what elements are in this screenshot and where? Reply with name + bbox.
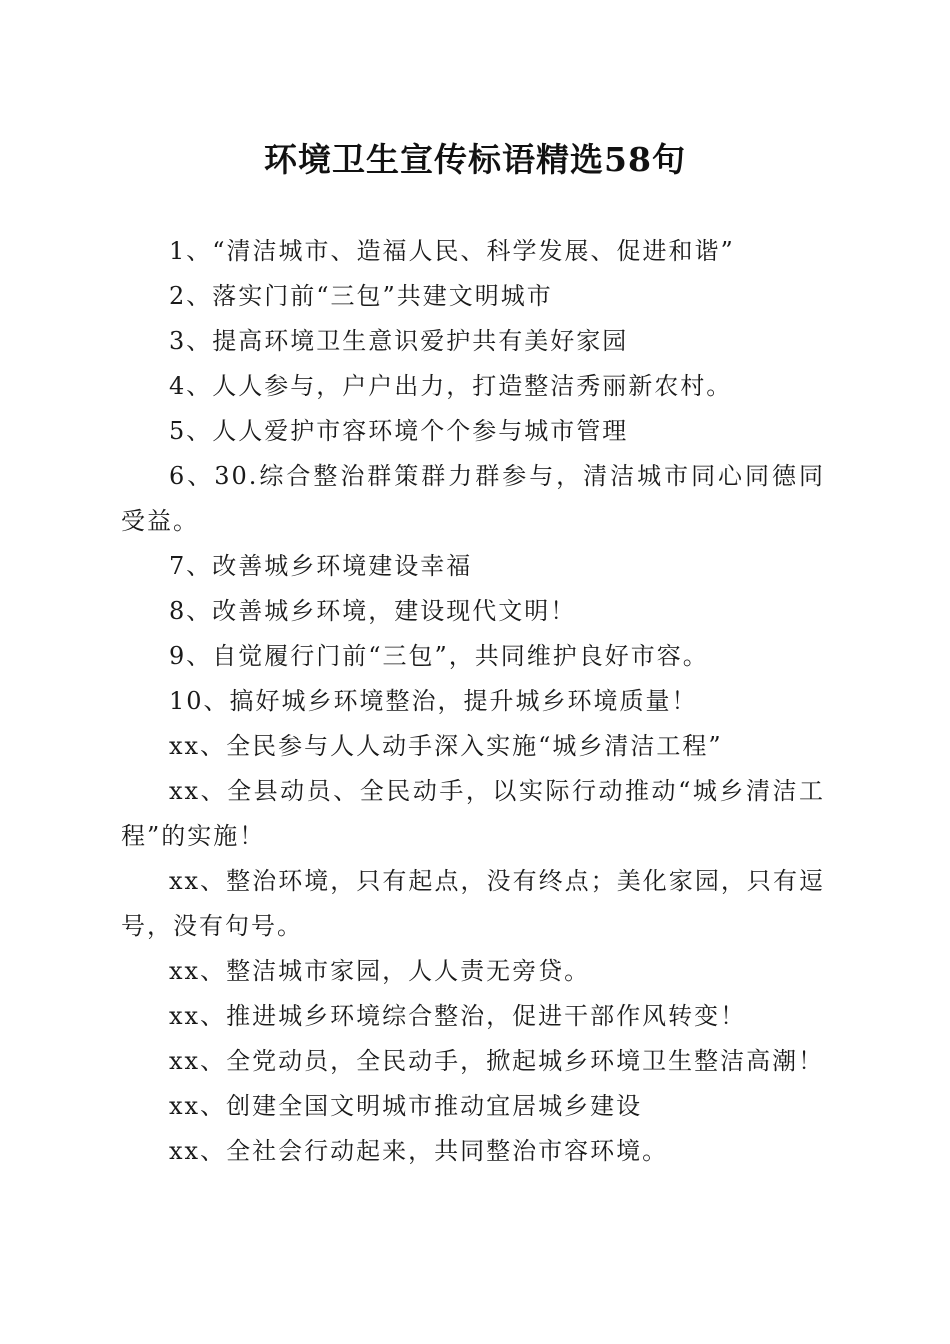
list-item: 7、改善城乡环境建设幸福 xyxy=(169,552,473,580)
list-item: xx、全民参与人人动手深入实施“城乡清洁工程” xyxy=(169,732,723,760)
list-item: 6、30.综合整治群策群力群参与，清洁城市同心同德同受益。 xyxy=(121,462,825,535)
list-item: xx、创建全国文明城市推动宜居城乡建设 xyxy=(169,1092,643,1120)
list-item: 8、改善城乡环境，建设现代文明！ xyxy=(169,597,577,625)
list-item: xx、整洁城市家园，人人责无旁贷。 xyxy=(169,957,591,985)
list-item: 10、搞好城乡环境整治，提升城乡环境质量！ xyxy=(169,687,698,715)
list-item: 4、人人参与，户户出力，打造整洁秀丽新农村。 xyxy=(169,372,733,400)
list-item: xx、全社会行动起来，共同整治市容环境。 xyxy=(169,1137,669,1165)
slogan-list xyxy=(121,229,825,1174)
list-item: xx、推进城乡环境综合整治，促进干部作风转变！ xyxy=(169,1002,747,1030)
list-item: 5、人人爱护市容环境个个参与城市管理 xyxy=(169,417,629,445)
page-title: 环境卫生宣传标语精选58句 xyxy=(264,140,686,179)
list-item: 1、“清洁城市、造福人民、科学发展、促进和谐” xyxy=(169,237,735,265)
list-item: xx、全县动员、全民动手，以实际行动推动“城乡清洁工程”的实施！ xyxy=(121,777,825,850)
list-item: 2、落实门前“三包”共建文明城市 xyxy=(169,282,553,310)
list-item: 9、自觉履行门前“三包”，共同维护良好市容。 xyxy=(169,642,709,670)
list-item: xx、全党动员，全民动手，掀起城乡环境卫生整洁高潮！ xyxy=(169,1047,825,1075)
list-item: 3、提高环境卫生意识爱护共有美好家园 xyxy=(169,327,629,355)
list-item: xx、整治环境，只有起点，没有终点；美化家园，只有逗号，没有句号。 xyxy=(121,867,825,940)
